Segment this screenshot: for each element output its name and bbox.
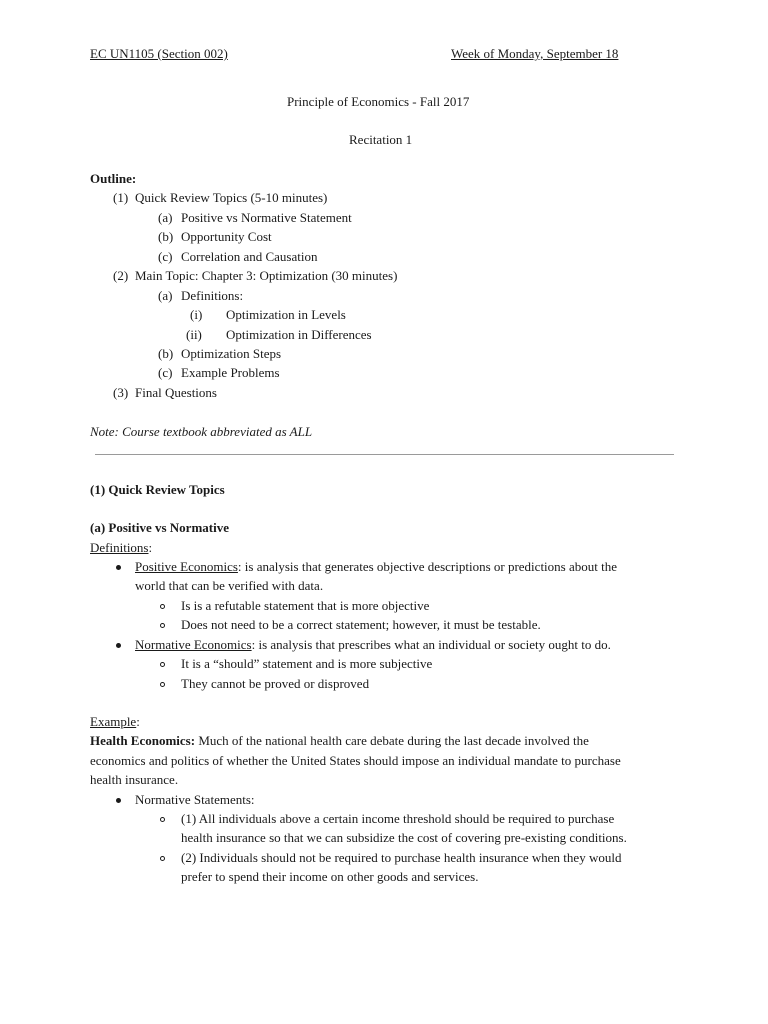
outline-item: Main Topic: Chapter 3: Optimization (30 minutes)	[135, 268, 398, 283]
outline-item: Final Questions	[135, 385, 217, 400]
hollow-bullet-icon	[160, 662, 165, 667]
outline-number: (c)	[158, 249, 173, 264]
outline-item: Positive vs Normative Statement	[181, 210, 352, 225]
textbook-note: Note: Course textbook abbreviated as ALL	[90, 424, 313, 439]
outline-number: (a)	[158, 288, 173, 303]
positive-economics-definition: Positive Economics: is analysis that generates objective descriptions or predictions about the	[135, 559, 617, 574]
hollow-bullet-icon	[160, 856, 165, 861]
subsection-heading: (a) Positive vs Normative	[90, 520, 229, 535]
list-item: It is a “should” statement and is more subjective	[181, 656, 433, 671]
definitions-label: Definitions:	[90, 540, 153, 555]
hollow-bullet-icon	[160, 682, 165, 687]
outline-heading: Outline:	[90, 171, 137, 186]
hollow-bullet-icon	[160, 604, 165, 609]
list-item: (1) All individuals above a certain income threshold should be required to purchase	[181, 811, 615, 826]
outline-item: Definitions:	[181, 288, 244, 303]
list-item: Is is a refutable statement that is more objective	[181, 598, 430, 613]
outline-number: (i)	[190, 307, 203, 322]
bullet-icon	[116, 798, 121, 803]
list-item: (2) Individuals should not be required to purchase health insurance when they would	[181, 850, 622, 865]
bullet-icon	[116, 643, 121, 648]
hollow-bullet-icon	[160, 623, 165, 628]
document-subtitle: Recitation 1	[349, 132, 413, 147]
example-label: Example:	[90, 714, 140, 729]
outline-number: (ii)	[186, 327, 202, 342]
list-item: Does not need to be a correct statement; however, it must be testable.	[181, 617, 541, 632]
normative-economics-definition: Normative Economics: is analysis that prescribes what an individual or society ought to do.	[135, 637, 611, 652]
section-heading: (1) Quick Review Topics	[90, 482, 225, 497]
health-economics-paragraph: Health Economics: Much of the national health care debate during the last decade involved the	[90, 733, 589, 748]
hollow-bullet-icon	[160, 817, 165, 822]
outline-number: (b)	[158, 346, 174, 361]
outline-number: (3)	[113, 385, 129, 400]
paragraph-line: health insurance.	[90, 772, 179, 787]
outline-item: Correlation and Causation	[181, 249, 318, 264]
list-item: They cannot be proved or disproved	[181, 676, 370, 691]
bullet-icon	[116, 565, 121, 570]
week-date: Week of Monday, September 18	[451, 46, 619, 61]
outline-item: Optimization Steps	[181, 346, 282, 361]
outline-item: Example Problems	[181, 365, 280, 380]
document-title: Principle of Economics - Fall 2017	[287, 94, 470, 109]
horizontal-divider	[95, 454, 674, 455]
list-item-cont: health insurance so that we can subsidize the cost of covering pre-existing conditions.	[181, 830, 627, 845]
outline-number: (c)	[158, 365, 173, 380]
outline-number: (b)	[158, 229, 174, 244]
outline-item: Optimization in Levels	[226, 307, 346, 322]
outline-item: Quick Review Topics (5-10 minutes)	[135, 190, 328, 205]
outline-number: (1)	[113, 190, 129, 205]
outline-item: Optimization in Differences	[226, 327, 372, 342]
outline-number: (2)	[113, 268, 129, 283]
list-item-cont: prefer to spend their income on other goods and services.	[181, 869, 479, 884]
normative-statements-label: Normative Statements:	[135, 792, 255, 807]
course-code: EC UN1105 (Section 002)	[90, 46, 228, 61]
outline-item: Opportunity Cost	[181, 229, 272, 244]
positive-economics-definition-cont: world that can be verified with data.	[135, 578, 324, 593]
paragraph-line: economics and politics of whether the United States should impose an individual mandate to purchase	[90, 753, 621, 768]
outline-number: (a)	[158, 210, 173, 225]
